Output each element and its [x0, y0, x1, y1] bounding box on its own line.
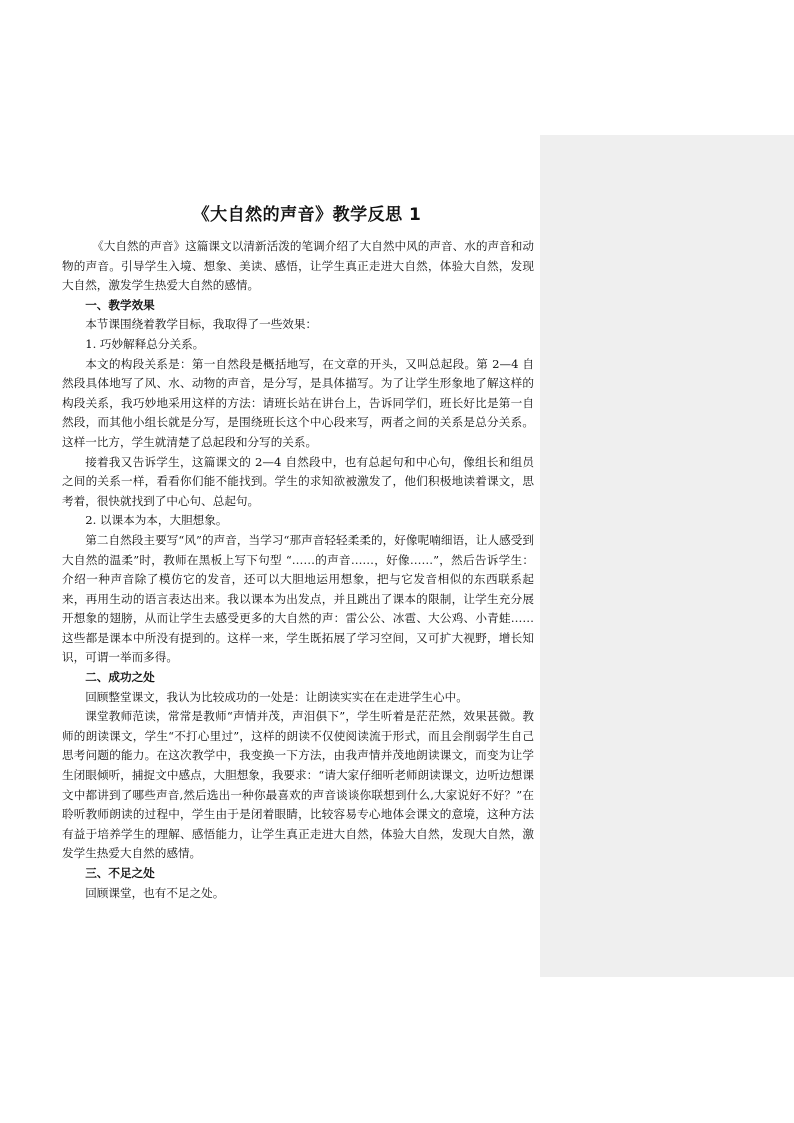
paragraph-list [62, 237, 534, 903]
paragraph: 本文的构段关系是：第一自然段是概括地写，在文章的开头，又叫总起段。第 2—4 自然段具体地写了风、水、动物的声音，是分写，是具体描写。为了让学生形象地了解这样的构段关系，我巧妙地采用这样的方法：请班长站在讲台上，告诉同学们，班长好比是第一自然段，而其他小组长就是分写，是围绕班长这个中心段来写，两者之间的关系是总分关系。这样一比方，学生就清楚了总起段和分写的关系。 [62, 356, 534, 449]
paragraph: 回顾课堂，也有不足之处。 [85, 885, 225, 900]
section-heading: 二、成功之处 [85, 670, 155, 685]
section-heading: 三、不足之处 [85, 866, 155, 880]
paragraph: 《大自然的声音》这篇课文以清新活泼的笔调介绍了大自然中风的声音、水的声音和动物的声音。引导学生入境、想象、美读、感悟，让学生真正走进大自然，体验大自然，发现大自然，激发学生热爱大自然的感情。 [62, 239, 534, 293]
paragraph: 接着我又告诉学生，这篇课文的 2—4 自然段中，也有总起句和中心句，像组长和组员之间的关系一样，看看你们能不能找到。学生的求知欲被激发了，他们积极地读着课文，思考着，很快就找到了中心句、总起句。 [62, 454, 534, 508]
document-title: 《大自然的声音》教学反思 1 [192, 205, 422, 225]
comment-pane [540, 135, 794, 977]
document-body [62, 200, 534, 903]
paragraph: 第二自然段主要写“风”的声音，当学习“那声音轻轻柔柔的，好像呢喃细语，让人感受到大自然的温柔”时，教师在黑板上写下句型 “……的声音……，好像……”，然后告诉学生：介绍一种声音除了模仿它的发音，还可以大胆地运用想象，把与它发音相似的东西联系起来，再用生动的语言表达出来。我以课本为出发点，并且跳出了课本的限制，让学生充分展开想象的翅膀，从而让学生去感受更多的大自然的声：雷公公、冰雹、大公鸡、小青蛙……这些都是课本中所没有提到的。这样一来，学生既拓展了学习空间，又可扩大视野，增长知识，可谓一举而多得。 [62, 532, 534, 665]
section-heading: 一、教学效果 [85, 297, 155, 312]
paragraph: 2. 以课本为本，大胆想象。 [85, 513, 228, 528]
paragraph: 本节课围绕着教学目标，我取得了一些效果： [85, 317, 318, 332]
paragraph: 课堂教师范读，常常是教师“声情并茂，声泪俱下”，学生听着是茫茫然，效果甚微。教师的朗读课文，学生“不打心里过”，这样的朗读不仅使阅读流于形式，而且会削弱学生自己思考问题的能力。在这次教学中，我变换一下方法，由我声情并茂地朗读课文，而变为让学生闭眼倾听，捕捉文中感点，大胆想象，我要求：“请大家仔细听老师朗读课文，边听边想课文中都讲到了哪些声音,然后选出一种你最喜欢的声音谈谈你联想到什么,大家说好不好？”在聆听教师朗读的过程中，学生由于是闭着眼睛，比较容易专心地体会课文的意境，这种方法有益于培养学生的理解、感悟能力，让学生真正走进大自然，体验大自然，发现大自然，激发学生热爱大自然的感情。 [62, 709, 534, 861]
paragraph: 回顾整堂课文，我认为比较成功的一处是：让朗读实实在在走进学生心中。 [85, 689, 468, 704]
paragraph: 1. 巧妙解释总分关系。 [85, 336, 205, 351]
